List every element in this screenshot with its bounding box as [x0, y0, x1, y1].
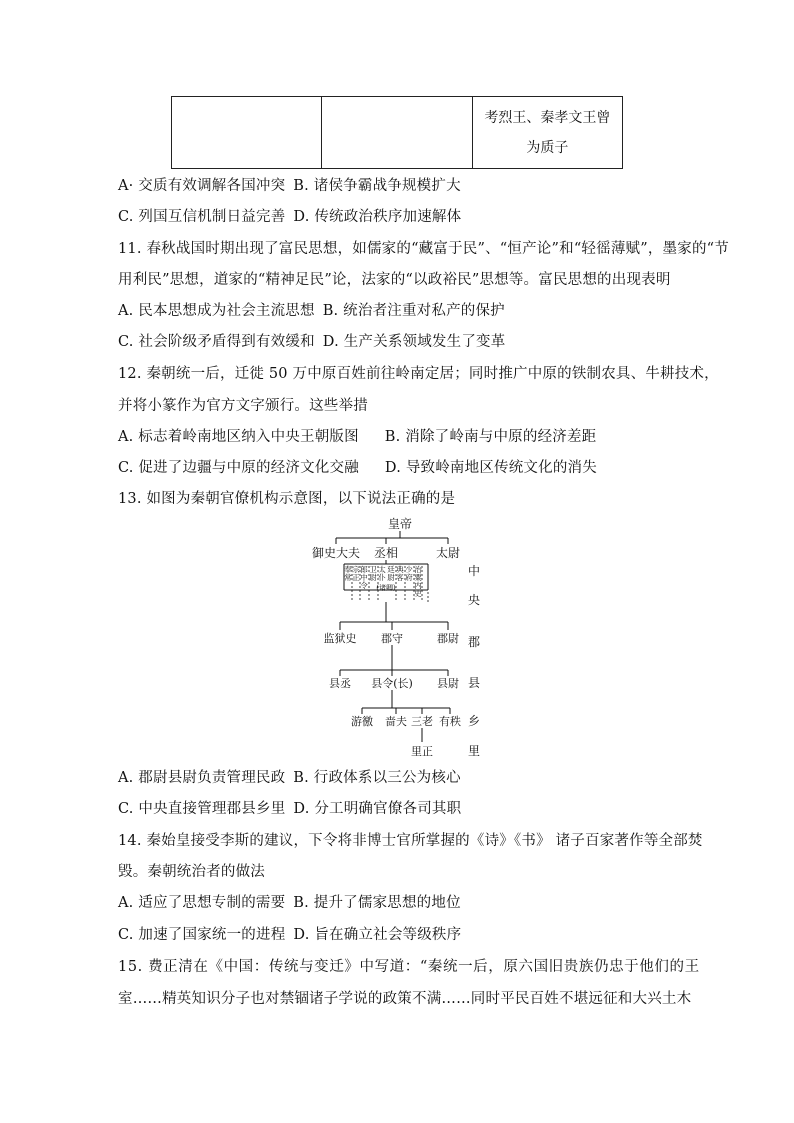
q14-stem-line1: 14. 秦始皇接受李斯的建议，下令将非博士官所掌握的《诗》《书》 诸子百家著作等全部焚 [118, 833, 703, 849]
diagram-commandery-governor: 郡守 [381, 632, 403, 645]
diagram-level-xiang: 乡 [467, 714, 481, 728]
q14-option-b[interactable]: B. 提升了儒家思想的地位 [293, 895, 461, 911]
diagram-level-zhong: 中 [467, 564, 481, 578]
q10-option-d[interactable]: D. 传统政治秩序加速解体 [293, 209, 462, 225]
diagram-county-magistrate: 县令(长) [371, 677, 413, 690]
diagram-minister-2: 宗正 [352, 565, 360, 582]
diagram-commandery-commandant: 郡尉 [437, 632, 459, 645]
diagram-duke-censor: 御史大夫 [311, 546, 361, 560]
q10-options-row2 [118, 207, 461, 227]
diagram-duke-chancellor: 丞相 [373, 546, 399, 560]
diagram-minister-9: 治粟内史 [414, 565, 422, 598]
q14-stem-line2: 毁。秦朝统治者的做法 [118, 864, 265, 880]
table-cell-3-line2: 为质子 [526, 139, 569, 156]
diagram-county-assistant: 县丞 [329, 677, 351, 690]
q10-option-c[interactable]: C. 列国互信机制日益完善 [118, 209, 286, 225]
top-table [171, 96, 623, 169]
qin-bureaucracy-diagram [300, 512, 500, 760]
q11-option-c[interactable]: C. 社会阶级矛盾得到有效缓和 [118, 334, 315, 350]
q14-option-d[interactable]: D. 旨在确立社会等级秩序 [293, 927, 462, 943]
diagram-duke-commander: 太尉 [435, 546, 461, 560]
diagram-minister-6: 廷尉 [387, 565, 395, 582]
q14-options-row1 [118, 893, 461, 913]
q11-stem-line1: 11. 春秋战国时期出现了富民思想，如儒家的“藏富于民”、“恒产论”和“轻徭薄赋”，墨家的“节 [118, 241, 729, 257]
q13-option-d[interactable]: D. 分工明确官僚各司其职 [293, 801, 462, 817]
diagram-level-yang: 央 [467, 593, 481, 607]
diagram-minister-7: 典客 [396, 565, 404, 582]
q12-option-c[interactable]: C. 促进了边疆与中原的经济文化交融 [118, 460, 359, 476]
diagram-minister-5: 太仆 [378, 565, 386, 582]
table-cell-3 [472, 97, 622, 169]
q10-options-row1 [118, 176, 461, 196]
diagram-level-xian: 县 [467, 676, 481, 690]
q11-options-row2 [118, 332, 505, 352]
diagram-ministers-group: (诸卿) [376, 584, 396, 592]
diagram-minister-4: 卫尉 [369, 565, 377, 582]
q12-stem-line2: 并将小篆作为官方文字颁行。这些举措 [118, 398, 368, 414]
diagram-commandery-inspector: 监狱史 [323, 632, 357, 645]
q12-options-row1 [118, 427, 596, 447]
q15-stem-line1: 15. 费正清在《中国：传统与变迁》中写道：“秦统一后，原六国旧贵族仍忠于他们的王 [118, 959, 700, 975]
q12-option-d[interactable]: D. 导致岭南地区传统文化的消失 [384, 460, 597, 476]
table-cell-3-line1: 考烈王、秦孝文王曾 [484, 109, 611, 126]
diagram-township-youzhi: 有秩 [439, 715, 461, 728]
q11-option-a[interactable]: A. 民本思想成为社会主流思想 [118, 303, 315, 319]
diagram-level-li: 里 [467, 744, 481, 758]
diagram-level-jun: 郡 [467, 635, 481, 649]
diagram-township-sefu: 啬夫 [385, 715, 407, 728]
q12-option-a[interactable]: A. 标志着岭南地区纳入中央王朝版图 [118, 429, 359, 445]
diagram-county-commandant: 县尉 [437, 677, 459, 690]
q11-options-row1 [118, 301, 505, 321]
q13-option-a[interactable]: A. 郡尉县尉负责管理民政 [118, 770, 286, 786]
q10-option-b[interactable]: B. 诸侯争霸战争规模扩大 [293, 178, 461, 194]
q12-options-row2 [118, 458, 597, 478]
q14-option-c[interactable]: C. 加速了国家统一的进程 [118, 927, 286, 943]
diagram-minister-3: 郎中令 [360, 565, 368, 590]
diagram-minister-1: 奉常 [344, 565, 352, 582]
q14-options-row2 [118, 925, 461, 945]
q13-options-row2 [118, 799, 461, 819]
q12-stem-line1: 12. 秦朝统一后，迁徙 50 万中原百姓前往岭南定居；同时推广中原的铁制农具、牛耕技术， [118, 366, 719, 382]
diagram-village-head: 里正 [411, 745, 433, 758]
diagram-emperor: 皇帝 [387, 517, 413, 531]
q11-stem-line2: 用利民”思想，道家的“精神足民”论，法家的“以政裕民”思想等。富民思想的出现表明 [118, 272, 671, 288]
q12-option-b[interactable]: B. 消除了岭南与中原的经济差距 [384, 429, 597, 445]
table-cell-2 [322, 97, 472, 169]
q10-option-a[interactable]: A· 交质有效调解各国冲突 [118, 178, 286, 194]
table-cell-1 [172, 97, 322, 169]
q11-option-b[interactable]: B. 统治者注重对私产的保护 [322, 303, 505, 319]
q13-option-c[interactable]: C. 中央直接管理郡县乡里 [118, 801, 286, 817]
q13-option-b[interactable]: B. 行政体系以三公为核心 [293, 770, 461, 786]
diagram-township-youjiao: 游徼 [351, 715, 373, 728]
q13-options-row1 [118, 768, 461, 788]
q13-stem: 13. 如图为秦朝官僚机构示意图，以下说法正确的是 [118, 491, 456, 507]
q15-stem-line2: 室……精英知识分子也对禁锢诸子学说的政策不满……同时平民百姓不堪远征和大兴土木 [118, 991, 692, 1007]
diagram-township-sanlao: 三老 [411, 715, 433, 728]
q14-option-a[interactable]: A. 适应了思想专制的需要 [118, 895, 286, 911]
diagram-minister-8: 少府 [405, 565, 413, 582]
q11-option-d[interactable]: D. 生产关系领域发生了变革 [322, 334, 506, 350]
